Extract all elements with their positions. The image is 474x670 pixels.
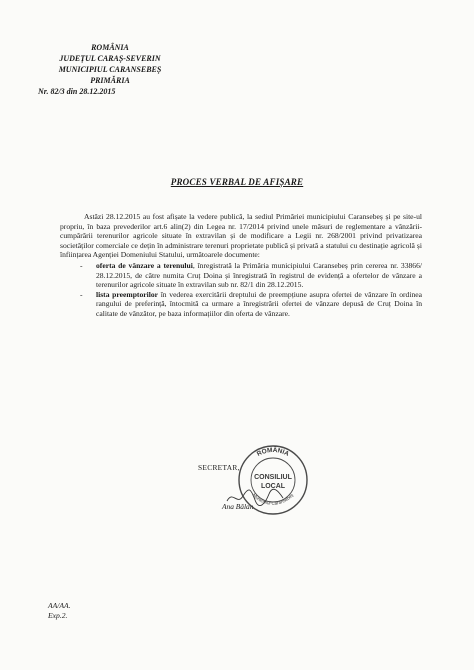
footer-line-1: AA/AA. — [48, 601, 71, 610]
stamp-top-text: ROMÂNIA — [255, 446, 291, 458]
list-item-bold: lista preemptorilor — [96, 289, 159, 299]
svg-text:Municipiul Caransebeș — [252, 492, 295, 506]
stamp-center-text-2: LOCAL — [260, 483, 286, 490]
footer-initials — [48, 601, 71, 621]
list-item-text: în vederea exercitării dreptului de preempțiune asupra ofertei de vânzare în ordinea rangului de preferință, întocmită ca urmare a înregistrării ofertei de vânzare depusă de Cruț Doina în calitate de vânzător, pe baza informațiilor din oferta de vânzare. — [96, 289, 423, 318]
letterhead-office: PRIMĂRIA — [90, 76, 130, 85]
list-item-bold: oferta de vânzare a terenului — [96, 260, 193, 270]
intro-paragraph: Astăzi 28.12.2015 au fost afișate la vedere publică, la sediul Primăriei municipiului Caransebeș și pe site-ul propriu, în baza prevederilor art.6 alin(2) din Legea nr. 17/2014 privind unele măsuri de reglementare a vânzării-cumpărării terenurilor agricole situate în extravilan și de modificare a Legii nr. 268/2001 privind privatizarea societăților comerciale ce dețin în administrare terenuri proprietate publică și privată a statului cu destinație agricolă și înființarea Agenției Domeniului Statului, următoarele documente: — [60, 212, 422, 260]
signature-role: SECRETAR, — [198, 463, 240, 472]
document-title: PROCES VERBAL DE AFIȘARE — [170, 177, 304, 187]
document-body — [60, 212, 422, 319]
list-item-text: , înregistrată la Primăria municipiului Caransebeș prin cererea nr. 33866/ 28.12.2015, de către numita Cruț Doina și înregistrată în registrul de evidență a ofertelor de vânzare a terenurilor agricole situate în extravilan sub nr. 82/1 din 28.12.2015. — [96, 260, 423, 290]
list-item — [60, 261, 422, 290]
footer-line-2: Exp.2. — [48, 611, 68, 620]
letterhead — [38, 42, 170, 97]
stamp-bottom-text: Municipiul Caransebeș — [251, 492, 295, 506]
registration-number: Nr. 82/3 din 28.12.2015 — [38, 87, 116, 96]
list-dash: - — [80, 260, 83, 270]
letterhead-municipality: MUNICIPIUL CARANSEBEȘ — [58, 65, 162, 74]
list-item — [60, 290, 422, 319]
documents-list — [60, 261, 422, 319]
letterhead-county: JUDEȚUL CARAȘ-SEVERIN — [59, 54, 161, 63]
svg-text:ROMÂNIA — [256, 445, 290, 458]
stamp-center-text-1: CONSILIUL — [254, 474, 292, 481]
official-stamp — [236, 443, 310, 517]
signature-name: Ana Bâlan — [222, 502, 254, 511]
list-dash: - — [80, 289, 83, 299]
letterhead-country: ROMÂNIA — [91, 43, 129, 52]
